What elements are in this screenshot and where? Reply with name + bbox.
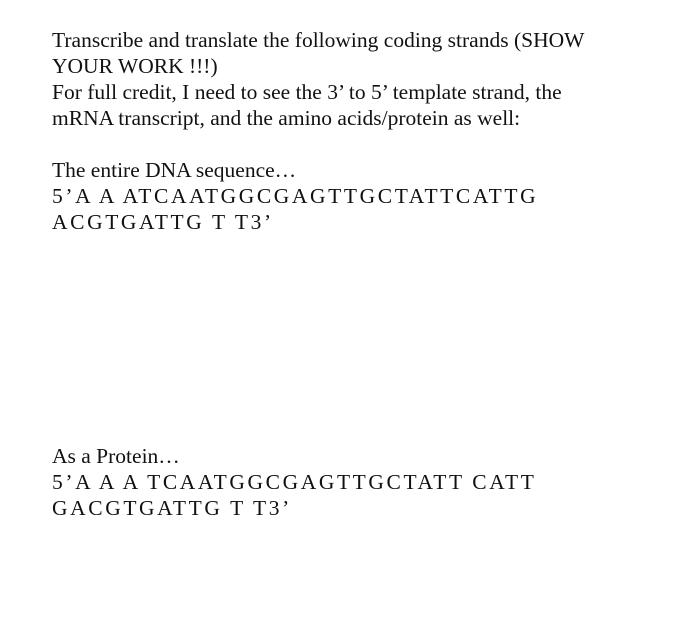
dna-sequence-line-2: ACGTGATTG T T3’ [52, 210, 274, 234]
dna-heading: The entire DNA sequence… [52, 158, 297, 182]
protein-sequence-line-2: GACGTGATTG T T3’ [52, 496, 292, 520]
instructions-line-3: For full credit, I need to see the 3’ to 5’ template strand, the [52, 80, 562, 104]
protein-heading: As a Protein… [52, 444, 180, 468]
instructions-line-1: Transcribe and translate the following coding strands (SHOW [52, 28, 585, 52]
instructions-line-2: YOUR WORK !!!) [52, 54, 218, 78]
instructions-line-4: mRNA transcript, and the amino acids/protein as well: [52, 106, 521, 130]
protein-sequence-line-1: 5’A A A TCAATGGCGAGTTGCTATT CATT [52, 470, 537, 494]
dna-sequence-line-1: 5’A A ATCAATGGCGAGTTGCTATTCATTG [52, 184, 539, 208]
